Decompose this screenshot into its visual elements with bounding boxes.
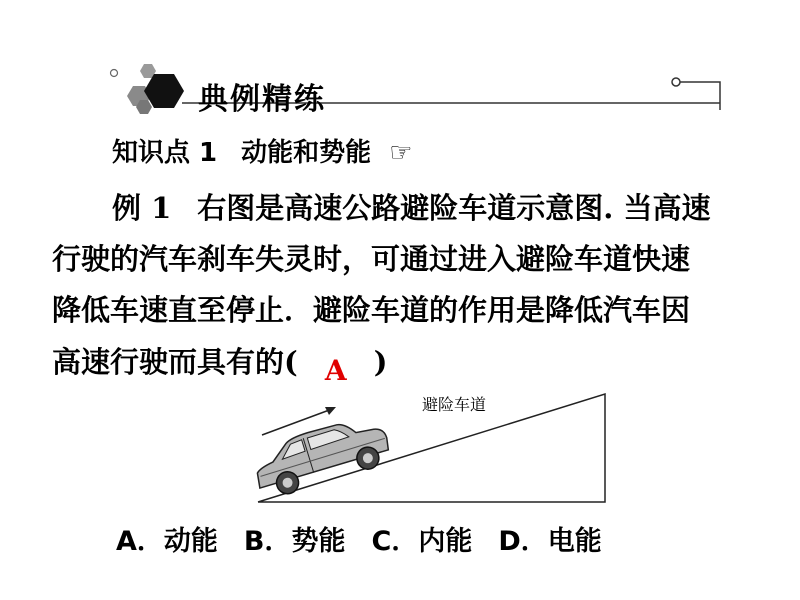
knowledge-point-label: 知识点 1 — [112, 138, 218, 168]
option-d: D．电能 — [498, 526, 602, 557]
option-a: A．动能 — [116, 526, 218, 557]
section-title: 典例精练 — [198, 82, 326, 117]
header-line-dot — [672, 78, 680, 86]
pointing-hand-icon: ☞ — [389, 138, 413, 168]
question-text-4: 高速行驶而具有的( — [52, 345, 298, 379]
car-icon — [248, 411, 394, 501]
knowledge-point — [112, 132, 412, 169]
question-line-1 — [112, 186, 710, 227]
option-c: C．内能 — [371, 526, 473, 557]
question-line-3: 降低车速直至停止．避险车道的作用是降低汽车因 — [52, 293, 691, 327]
header-decoration — [100, 60, 740, 120]
close-paren: ) — [373, 345, 388, 379]
hex-black — [144, 74, 184, 108]
question-line-2: 行驶的汽车刹车失灵时，可通过进入避险车道快速 — [52, 242, 691, 276]
escape-lane-label: 避险车道 — [422, 395, 487, 414]
option-b: B．势能 — [243, 526, 346, 557]
answer-mark: A — [324, 354, 347, 387]
knowledge-point-title: 动能和势能 — [241, 138, 372, 168]
hex-dot-small — [111, 70, 118, 77]
section-header — [100, 60, 740, 120]
question-line-4 — [52, 340, 388, 387]
escape-lane-figure — [240, 385, 620, 510]
example-label: 例 1 — [112, 191, 172, 225]
answer-options — [116, 519, 628, 558]
header-corner — [678, 82, 720, 110]
question-text-1: 右图是高速公路避险车道示意图. 当高速 — [197, 191, 711, 225]
